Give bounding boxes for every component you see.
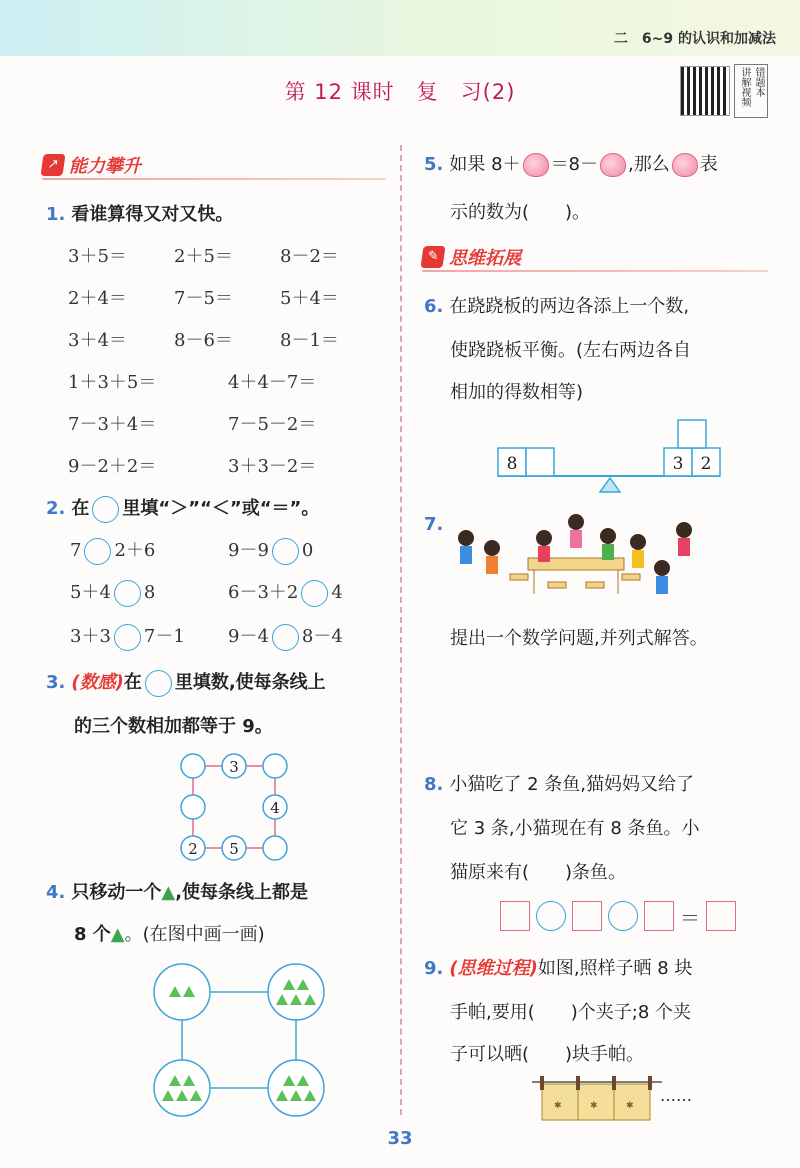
qr-label — [734, 64, 768, 118]
q4-prompt-line2 — [74, 920, 265, 946]
compare-circle[interactable] — [272, 538, 299, 565]
compare-circle[interactable] — [272, 624, 299, 651]
triangle-icon: ▲ — [110, 924, 125, 945]
q3-node-value: 5 — [229, 840, 239, 858]
q4-triangle-diagram[interactable] — [150, 958, 330, 1128]
q2-text-post: 里填“＞”“＜”或“＝”。 — [122, 498, 320, 519]
q5-line1 — [424, 150, 718, 177]
q3-node — [181, 754, 205, 778]
handkerchief-illustration — [532, 1074, 662, 1124]
q8-operator-circle[interactable] — [608, 901, 638, 931]
q5-number: 5. — [424, 154, 444, 175]
answer-circle-icon — [145, 670, 172, 697]
q3-number-frame — [175, 748, 295, 868]
q1-eq: 7－5－2＝ — [228, 414, 317, 435]
q1-eq: 7－3＋4＝ — [68, 414, 157, 435]
q2-text-pre: 在 — [71, 498, 90, 519]
clip — [612, 1076, 616, 1090]
q6-number: 6. — [424, 296, 444, 317]
q5-text-a: 如果 8＋ — [449, 154, 521, 175]
q1-eq: 5＋4＝ — [280, 288, 339, 309]
q2-item: 5＋4 8 — [70, 578, 155, 607]
q1-eq: 9－2＋2＝ — [68, 456, 157, 477]
children-playing-illustration — [452, 508, 702, 604]
clip — [540, 1076, 544, 1090]
q4-text-1: 只移动一个 — [71, 882, 162, 903]
q2-item: 9－9 0 — [228, 536, 313, 565]
qr-label-errors: 错题本 — [753, 67, 764, 97]
q8-operator-circle[interactable] — [536, 901, 566, 931]
q3-number: 3. — [46, 672, 66, 693]
q9-line1 — [424, 954, 692, 980]
q9-ellipsis: …… — [660, 1086, 692, 1105]
lesson-title: 第 12 课时 复 习(2) — [284, 80, 516, 104]
compare-circle[interactable] — [114, 624, 141, 651]
q4-circle — [154, 1060, 210, 1116]
q9-number: 9. — [424, 958, 444, 979]
q1-number: 1. — [46, 204, 66, 225]
q4-text-1b: ,使每条线上都是 — [175, 882, 309, 903]
qr-label-video: 讲解视频 — [739, 67, 750, 107]
peach-icon — [672, 153, 698, 177]
q4-circle — [154, 964, 210, 1020]
clip — [576, 1076, 580, 1090]
svg-text:✱: ✱ — [554, 1101, 562, 1111]
q1-eq: 2＋5＝ — [174, 246, 233, 267]
q7-number: 7. — [424, 514, 444, 535]
chapter-title: 二 6~9 的认识和加减法 — [613, 31, 776, 47]
q1-eq: 1＋3＋5＝ — [68, 372, 157, 393]
q1-prompt — [46, 200, 233, 226]
q1-eq: 3＋3－2＝ — [228, 456, 317, 477]
section-underline — [42, 178, 386, 180]
column-divider — [400, 145, 402, 1115]
q1-eq: 7－5＝ — [174, 288, 233, 309]
q2-item: 6－3＋2 4 — [228, 578, 343, 607]
q3-text-post: 里填数,使每条线上 — [174, 672, 326, 693]
q4-prompt — [46, 878, 308, 904]
q6-line2: 使跷跷板平衡。(左右两边各自 — [450, 340, 692, 361]
q1-eq: 3＋4＝ — [68, 330, 127, 351]
q5-text-b: ＝8－ — [550, 154, 599, 175]
svg-text:✱: ✱ — [590, 1101, 598, 1111]
answer-circle-icon — [92, 496, 119, 523]
q8-number: 8. — [424, 774, 444, 795]
q3-node-value: 3 — [229, 758, 239, 776]
q1-eq: 3＋5＝ — [68, 246, 127, 267]
compare-circle[interactable] — [301, 580, 328, 607]
section-ability — [42, 150, 386, 180]
q8-equals: ＝ — [680, 905, 700, 930]
q8-answer-box[interactable] — [644, 901, 674, 931]
seesaw-right-value: 3 — [672, 454, 684, 474]
q9-line2: 手帕,要用( )个夹子;8 个夹 — [450, 1002, 692, 1023]
q2-prompt — [46, 494, 319, 523]
q3-node — [263, 836, 287, 860]
triangle-icon: ▲ — [161, 882, 176, 903]
clip — [648, 1076, 652, 1090]
q8-text-1: 小猫吃了 2 条鱼,猫妈妈又给了 — [449, 774, 694, 795]
seesaw-diagram — [494, 414, 724, 494]
rocket-icon: ↗ — [40, 154, 65, 176]
q3-prompt — [46, 668, 326, 697]
q9-text-1: 如图,照样子晒 8 块 — [537, 958, 693, 979]
pencil-icon: ✎ — [420, 246, 445, 268]
peach-icon — [600, 153, 626, 177]
q1-eq: 8－2＝ — [280, 246, 339, 267]
q2-number: 2. — [46, 498, 66, 519]
q3-node-value: 2 — [188, 840, 198, 858]
q5-line2: 示的数为( )。 — [450, 202, 591, 223]
q4-circle — [268, 1060, 324, 1116]
q3-tag: (数感) — [71, 672, 124, 693]
q6-line1 — [424, 292, 689, 318]
q1-eq: 2＋4＝ — [68, 288, 127, 309]
svg-text:✱: ✱ — [626, 1101, 634, 1111]
q5-text-d: 表 — [699, 154, 718, 175]
q8-answer-row — [500, 901, 736, 931]
section-thinking-title: 思维拓展 — [449, 248, 521, 269]
q9-tag: (思维过程) — [449, 958, 538, 979]
q4-text-2a: 8 个 — [74, 924, 111, 945]
q8-line1 — [424, 770, 694, 796]
q8-answer-box[interactable] — [572, 901, 602, 931]
q3-prompt-line2: 的三个数相加都等于 9。 — [74, 716, 273, 737]
section-ability-title: 能力攀升 — [69, 156, 141, 177]
q3-text-pre: 在 — [123, 672, 142, 693]
seesaw-pivot — [600, 478, 620, 492]
q6-text-1: 在跷跷板的两边各添上一个数, — [449, 296, 690, 317]
q8-line2: 它 3 条,小猫现在有 8 条鱼。小 — [450, 818, 700, 839]
q4-number: 4. — [46, 882, 66, 903]
section-thinking — [422, 242, 768, 272]
seesaw-empty-box — [526, 448, 554, 476]
q2-item: 3＋3 7－1 — [70, 622, 185, 651]
qr-code-icon[interactable] — [680, 66, 730, 116]
q8-answer-box[interactable] — [500, 901, 530, 931]
seesaw-right-value: 2 — [700, 454, 712, 474]
q3-node — [181, 795, 205, 819]
seesaw-left-value: 8 — [506, 454, 518, 474]
compare-circle[interactable] — [114, 580, 141, 607]
q4-circle — [268, 964, 324, 1020]
q3-node-value: 4 — [270, 799, 280, 817]
q1-text: 看谁算得又对又快。 — [71, 204, 234, 225]
peach-icon — [523, 153, 549, 177]
q9-line3: 子可以晒( )块手帕。 — [450, 1044, 645, 1065]
q8-line3: 猫原来有( )条鱼。 — [450, 862, 627, 883]
q7-prompt: 提出一个数学问题,并列式解答。 — [450, 628, 708, 649]
q5-text-c: ,那么 — [628, 154, 670, 175]
q1-eq: 4＋4－7＝ — [228, 372, 317, 393]
q4-text-2b: 。(在图中画一画) — [124, 924, 265, 945]
q7-label — [424, 514, 449, 535]
section-underline — [422, 270, 768, 272]
q2-item: 9－4 8－4 — [228, 622, 343, 651]
q2-item: 7 2＋6 — [70, 536, 155, 565]
q6-line3: 相加的得数相等) — [450, 382, 584, 403]
seesaw-empty-box — [678, 420, 706, 448]
compare-circle[interactable] — [84, 538, 111, 565]
q1-eq: 8－6＝ — [174, 330, 233, 351]
q8-answer-box[interactable] — [706, 901, 736, 931]
children — [458, 514, 692, 594]
q3-node — [263, 754, 287, 778]
page-number: 33 — [387, 1128, 413, 1149]
q1-eq: 8－1＝ — [280, 330, 339, 351]
